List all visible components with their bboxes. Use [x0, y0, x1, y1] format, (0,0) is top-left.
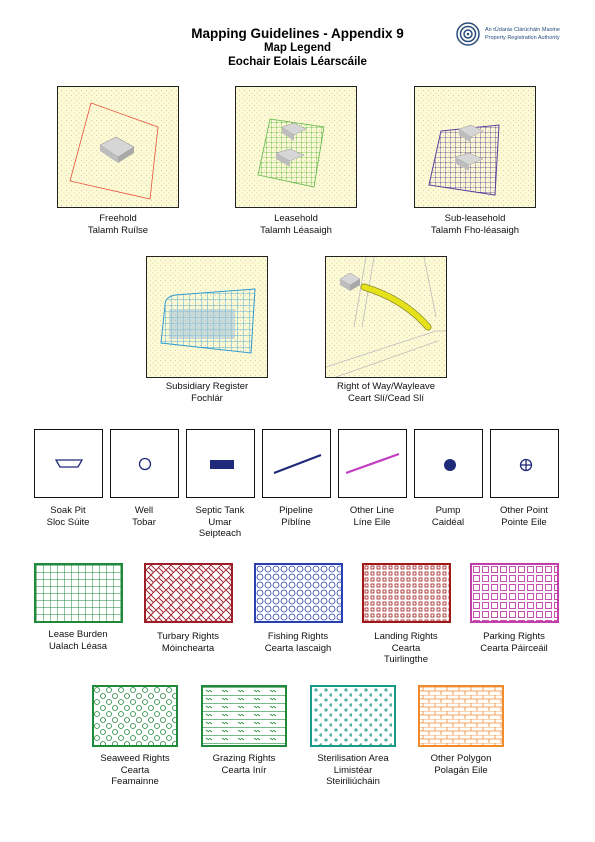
freehold-map — [57, 86, 179, 208]
authority-logo — [456, 22, 591, 48]
pump-icon — [415, 430, 482, 497]
page-subtitle-irish: Eochair Eolais Léarscáile — [228, 56, 367, 68]
logo-text-irish: An tÚdarás Clárúcháin Maoine — [485, 27, 560, 33]
parking-rights-caption: Parking Rights Cearta Páirceáil — [480, 631, 548, 654]
turbary-rights-caption: Turbary Rights Móinchearta — [157, 631, 219, 654]
grazing-rights-caption: Grazing Rights Cearta Inír — [212, 753, 276, 776]
spiral-logo-icon — [456, 22, 480, 46]
other-point-caption: Other Point Pointe Eile — [499, 505, 549, 528]
soak-pit-caption: Soak Pit Sloc Súite — [46, 505, 90, 528]
other-point-icon — [491, 430, 558, 497]
seaweed-rights-swatch — [92, 685, 178, 747]
well-symbol — [110, 429, 179, 498]
well-caption: Well Tobar — [132, 505, 156, 528]
seaweed-rights-caption: Seaweed Rights Cearta Feamainne — [100, 753, 170, 787]
sub-leasehold-map — [414, 86, 536, 208]
sub-leasehold-caption: Sub-leasehold Talamh Fho-léasaigh — [430, 213, 520, 236]
other-line-icon — [339, 430, 406, 497]
subsidiary-register-caption: Subsidiary Register Fochlár — [165, 381, 249, 404]
lease-burden-caption: Lease Burden Ualach Léasa — [48, 629, 108, 652]
landing-rights-caption: Landing Rights Cearta Tuirlingthe — [374, 631, 438, 665]
septic-tank-caption: Septic Tank Umar Seipteach — [195, 505, 245, 539]
pipeline-caption: Pipeline Píblíne — [279, 505, 313, 528]
septic-tank-symbol — [186, 429, 255, 498]
sterilisation-area-swatch — [310, 685, 396, 747]
fishing-rights-caption: Fishing Rights Cearta Iascaigh — [264, 631, 332, 654]
pump-caption: Pump Caidéal — [431, 505, 465, 528]
parking-rights-swatch — [470, 563, 559, 623]
other-line-symbol — [338, 429, 407, 498]
freehold-caption: Freehold Talamh Ruílse — [87, 213, 149, 236]
other-polygon-caption: Other Polygon Polagán Eile — [430, 753, 492, 776]
fishing-rights-swatch — [254, 563, 343, 623]
subsidiary-register-map — [146, 256, 268, 378]
other-line-caption: Other Line Líne Eile — [349, 505, 395, 528]
other-polygon-swatch — [418, 685, 504, 747]
lease-burden-swatch — [34, 563, 123, 623]
septic-tank-icon — [187, 430, 254, 497]
logo-text-english: Property Registration Authority — [485, 34, 560, 41]
right-of-way-caption: Right of Way/Wayleave Ceart Slí/Cead Slí — [336, 381, 436, 404]
well-icon — [111, 430, 178, 497]
turbary-rights-swatch — [144, 563, 233, 623]
grazing-rights-swatch — [201, 685, 287, 747]
pipeline-symbol — [262, 429, 331, 498]
pipeline-icon — [263, 430, 330, 497]
pump-symbol — [414, 429, 483, 498]
right-of-way-map — [325, 256, 447, 378]
other-point-symbol — [490, 429, 559, 498]
page-title: Mapping Guidelines - Appendix 9 — [191, 26, 404, 41]
soak-pit-symbol — [34, 429, 103, 498]
sterilisation-area-caption: Sterilisation Area Limistéar Steiriliúcháin — [317, 753, 389, 787]
landing-rights-swatch — [362, 563, 451, 623]
leasehold-map — [235, 86, 357, 208]
soak-pit-icon — [35, 430, 102, 497]
page-subtitle-english: Map Legend — [263, 42, 332, 54]
leasehold-caption: Leasehold Talamh Léasaigh — [260, 213, 332, 236]
